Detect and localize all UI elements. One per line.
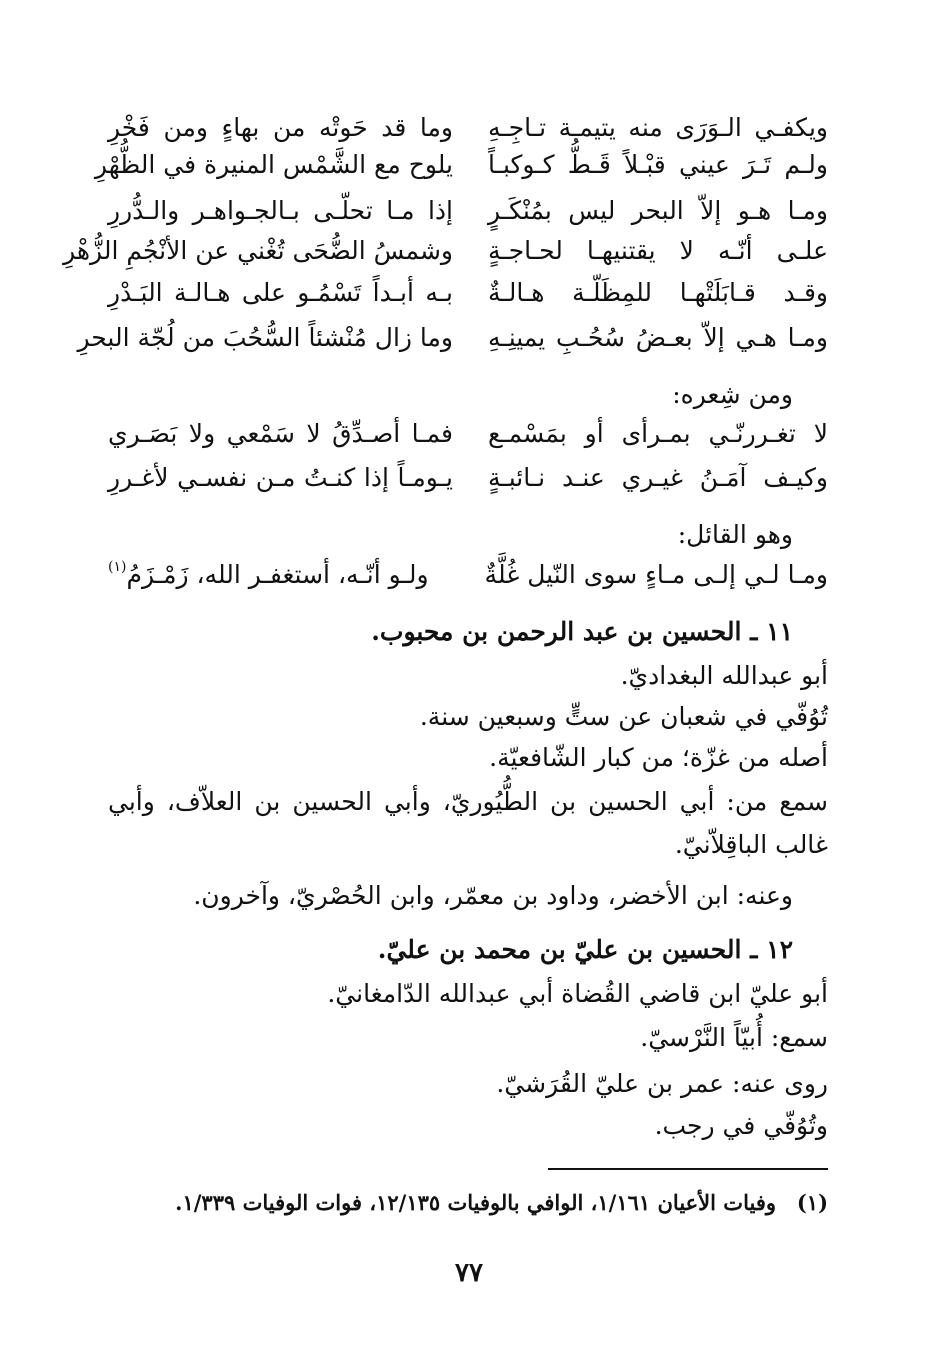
entry-heading: ١١ ـ الحسين بن عبد الرحمن بن محبوب. (371, 617, 793, 646)
verse-6-second-hemistich: وما زال مُنْشئاً السُّحُبَ من لُجّة البحرِ (77, 323, 453, 352)
entry-kunya: أبو عليّ ابن قاضي القُضاة أبي عبدالله الدّامغانيّ. (327, 979, 828, 1008)
verse-2-first-hemistich: ولـم تَـرَ عيني قبْـلاً قَـطُّ كـوكبـاً (488, 150, 828, 179)
verse-7-first-hemistich: لا تغـررنّـي بمـرأى أو بمَسْمـع (488, 419, 828, 448)
verse-8-second-hemistich: يـومـاً إذا كنـتُ مـن نفسـي لأغـررِ (108, 463, 453, 492)
verse-1-first-hemistich: ويكفـي الـوَرَى منه يتيمـة تـاجِـهِ (488, 113, 828, 142)
footnote-text: وفيات الأعيان ١/١٦١، الوافي بالوفيات ١٢/١٣٥، فوات الوفيات ١/٣٣٩. (175, 1190, 776, 1215)
entry-teachers-line-2: غالب الباقِلاّنيّ. (674, 830, 828, 859)
verse-6-first-hemistich: ومـا هـي إلاّ بعـضُ سُحُـبِ يمينِـهِ (488, 323, 828, 352)
verse-5-first-hemistich: وقـد قـابَلَتْهـا للمِظَلّـة هـالـةٌ (488, 278, 828, 307)
poem-intro: ومن شِعره: (672, 380, 793, 409)
verse-7-second-hemistich: فمـا أصـدِّقُ لا سَمْعي ولا بَصَـري (108, 419, 453, 448)
footnote (175, 1186, 828, 1220)
verse-4-first-hemistich: علـى أنّـه لا يقتنيهـا لحـاجـةٍ (488, 236, 828, 265)
verse-5-second-hemistich: بـه أبـداً تَسْمُـو على هـالـة البَـدْرِ (108, 278, 453, 307)
entry-death: تُوُفّي في شعبان عن ستٍّ وسبعين سنة. (419, 702, 828, 731)
verse-9-second-hemistich-text: ولـو أنّـه، أستغفـر الله، زَمْـزَمُ (126, 560, 429, 589)
verse-3-first-hemistich: ومـا هـو إلاّ البحر ليس بمُنْكَـرٍ (488, 196, 828, 225)
entry-heading: ١٢ ـ الحسين بن عليّ بن محمد بن عليّ. (377, 935, 793, 964)
footnote-number: (١) (796, 1190, 828, 1215)
entry-kunya: أبو عبدالله البغداديّ. (620, 661, 828, 690)
footnote-separator (548, 1168, 828, 1170)
entry-origin: أصله من غزّة؛ من كبار الشّافعيّة. (489, 743, 828, 772)
entry-narrators: روى عنه: عمر بن عليّ القُرَشيّ. (496, 1069, 828, 1098)
entry-teachers: سمع: أُبيّاً النَّرْسيّ. (640, 1023, 828, 1052)
page-number: ٧٧ (455, 1258, 483, 1288)
entry-teachers-line-1: سمع من: أبي الحسين بن الطُّيُوريّ، وأبي الحسين بن العلاّف، وأبي (108, 787, 828, 816)
entry-death: وتُوُفّي في رجب. (654, 1111, 828, 1140)
footnote-marker: (١) (108, 559, 127, 575)
entry-students: وعنه: ابن الأخضر، وداود بن معمّر، وابن الحُصْريّ، وآخرون. (193, 881, 793, 910)
verse-9-first-hemistich: ومـا لـي إلـى مـاءٍ سوى النّيل غُلَّةٌ (484, 560, 828, 589)
verse-2-second-hemistich: يلوح مع الشَّمْس المنيرة في الظُّهْرِ (94, 150, 453, 179)
verse-3-second-hemistich: إذا مـا تحلّـى بـالجـواهـر والـدُّررِ (108, 196, 453, 225)
verse-1-second-hemistich: وما قد حَوتْه من بهاءٍ ومن فَخْرِ (108, 113, 453, 142)
verse-4-second-hemistich: وشمسُ الضُّحَى تُغْني عن الأنْجُمِ الزُّهْرِ (63, 236, 453, 265)
verse-8-first-hemistich: وكيـف آمَـنُ غيـري عنـد نـائبـةٍ (488, 463, 828, 492)
verse-9-second-hemistich (108, 555, 453, 595)
poem-intro: وهو القائل: (677, 520, 793, 549)
